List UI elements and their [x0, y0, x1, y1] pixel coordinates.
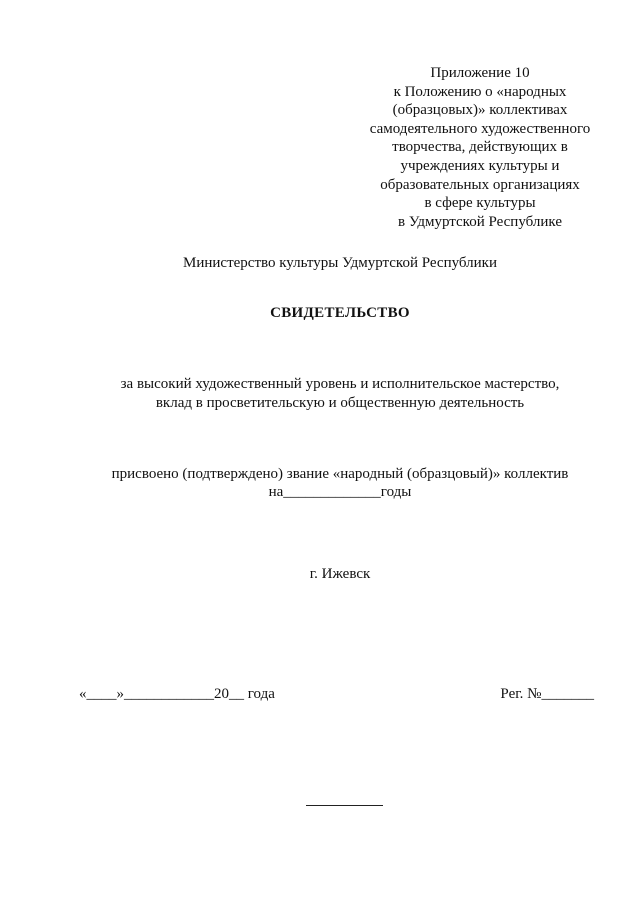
- appendix-line: (образцовых)» коллективах: [392, 102, 568, 119]
- registration-number-field: Рег. №_______: [500, 686, 594, 702]
- purpose-line: за высокий художественный уровень и исполнительское мастерство,: [120, 376, 560, 392]
- appendix-line: к Положению о «народных: [393, 83, 567, 100]
- appendix-line: в сфере культуры: [424, 195, 536, 212]
- award-statement: [0, 465, 640, 501]
- ministry-name: Министерство культуры Удмуртской Республики: [183, 255, 497, 271]
- issue-city: г. Ижевск: [309, 566, 371, 582]
- purpose-line: вклад в просветительскую и общественную деятельность: [155, 395, 525, 411]
- appendix-line: образовательных организациях: [380, 176, 580, 193]
- appendix-line: учреждениях культуры и: [400, 157, 560, 174]
- footer-divider: [306, 805, 383, 806]
- award-purpose: [0, 375, 640, 413]
- appendix-line: Приложение 10: [430, 65, 530, 81]
- award-period-line: на_____________годы: [268, 484, 412, 500]
- award-line: присвоено (подтверждено) звание «народный (образцовый)» коллектив: [111, 466, 569, 482]
- appendix-line: в Удмуртской Республике: [398, 213, 562, 230]
- appendix-header: [330, 64, 630, 231]
- appendix-line: самодеятельного художественного: [369, 120, 591, 137]
- appendix-line: творчества, действующих в: [392, 139, 568, 156]
- issue-date-field: «____»____________20__ года: [79, 686, 275, 702]
- document-title: СВИДЕТЕЛЬСТВО: [270, 305, 410, 321]
